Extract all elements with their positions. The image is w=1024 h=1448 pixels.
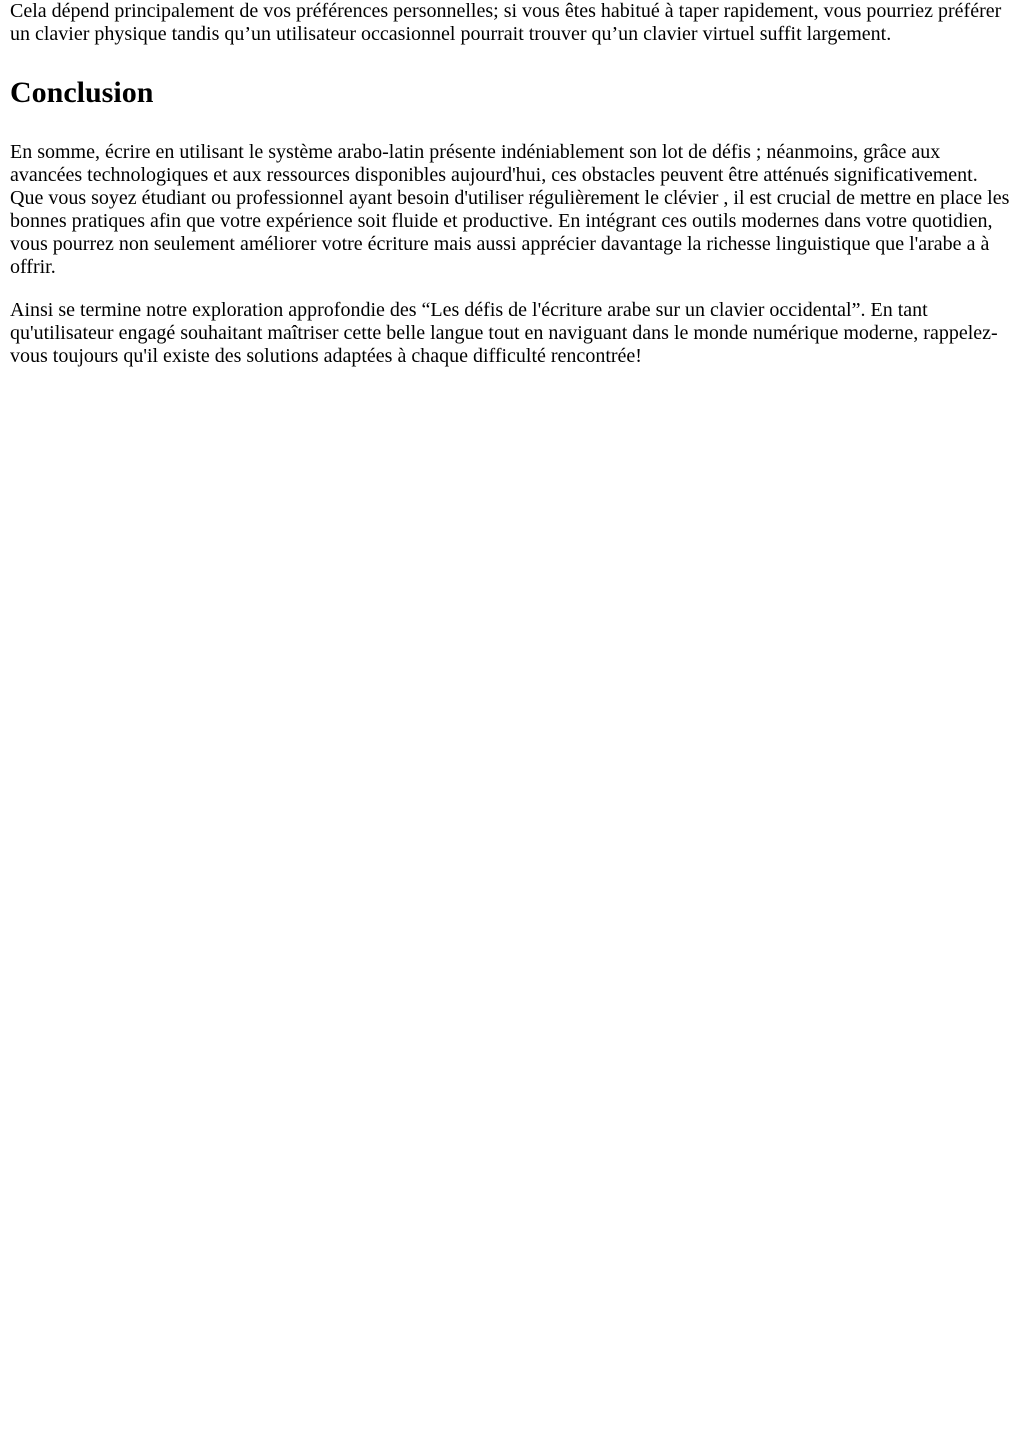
conclusion-paragraph-2: Ainsi se termine notre exploration approfondie des “Les défis de l'écriture arabe sur un clavier occidental”. En tant qu'utilisateur engagé souhaitant maîtriser cette belle langue tout en naviguant dans le monde numérique moderne, rappelez-vous toujours qu'il existe des solutions adaptées à chaque difficulté rencontrée! [10, 299, 998, 367]
conclusion-heading: Conclusion [10, 76, 154, 109]
intro-paragraph: Cela dépend principalement de vos préférences personnelles; si vous êtes habitué à taper rapidement, vous pourriez préférer un clavier physique tandis qu’un utilisateur occasionnel pourrait trouver qu’un clavier virtuel suffit largement. [10, 0, 1002, 45]
article-body [0, 0, 1024, 368]
conclusion-paragraph-1: En somme, écrire en utilisant le système arabo-latin présente indéniablement son lot de défis ; néanmoins, grâce aux avancées technologiques et aux ressources disponibles aujourd'hui, ces obstacles peuvent être atténués significativement. Que vous soyez étudiant ou professionnel ayant besoin d'utiliser régulièrement le clévier , il est crucial de mettre en place les bonnes pratiques afin que votre expérience soit fluide et productive. En intégrant ces outils modernes dans votre quotidien, vous pourrez non seulement améliorer votre écriture mais aussi apprécier davantage la richesse linguistique que l'arabe a à offrir. [10, 141, 1010, 278]
